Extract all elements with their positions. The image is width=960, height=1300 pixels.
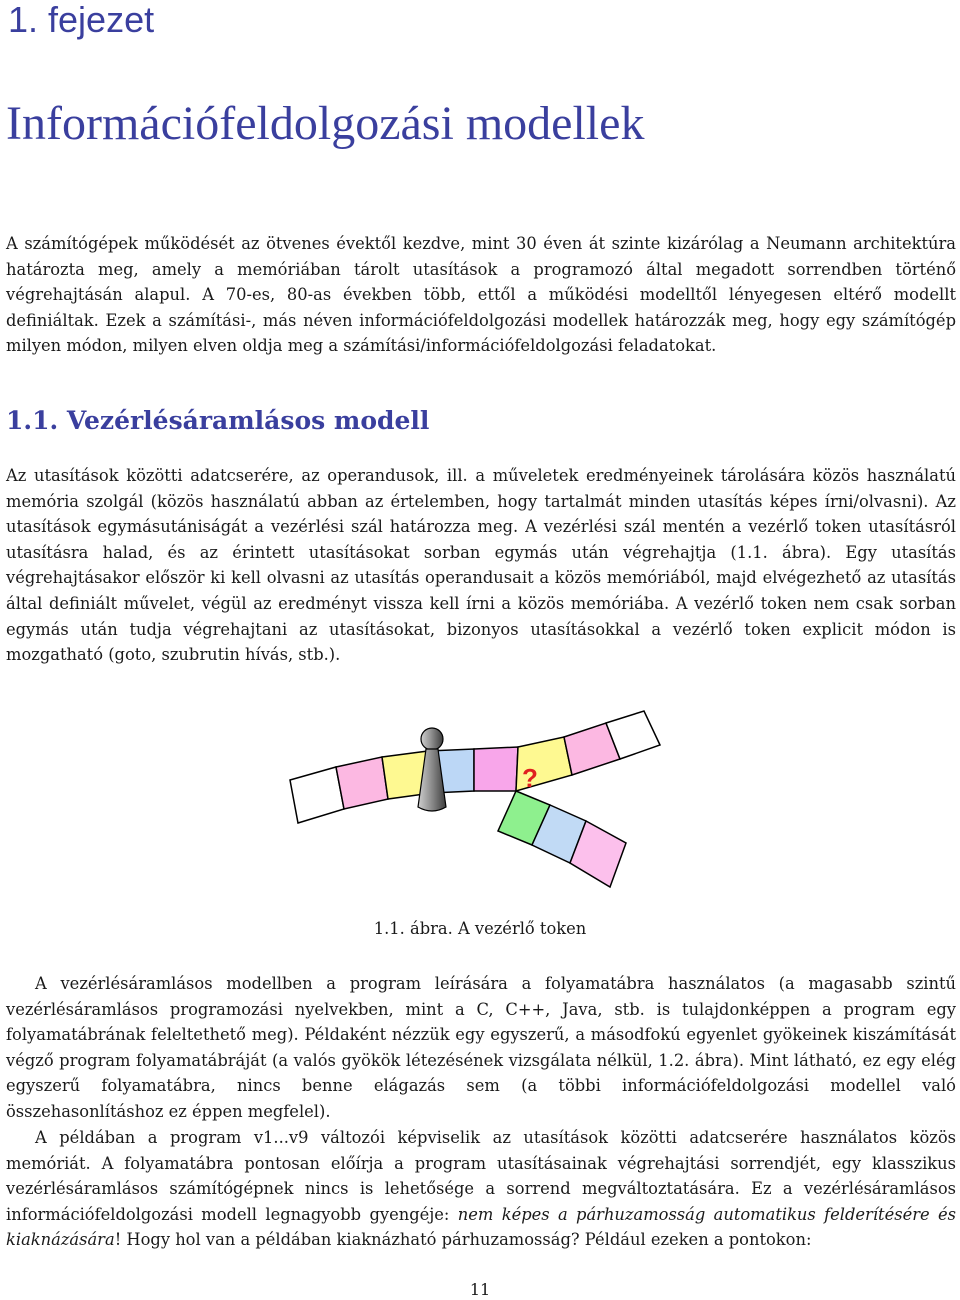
control-token-diagram (250, 705, 730, 915)
strip-cell (336, 757, 388, 809)
section-paragraph-3 (6, 1125, 956, 1253)
branch-question-mark: ? (522, 763, 538, 793)
section-paragraph-1: Az utasítások közötti adatcserére, az operandusok, ill. a műveletek eredményeinek tárolására közös használatú memória szolgál (közös használatú abban az értelemben, hogy tartalmát minden utasítás képes írni/olvasni). Az utasítások egymásutániságát a vezérlési szál határozza meg. A vezérlési szál mentén a vezérlő token utasításról utasításra halad, és az érintett utasításokat sorban egymás után végrehajtja (1.1. ábra). Egy utasítás végrehajtásakor először ki kell olvasni az utasítás operandusait a közös memóriából, majd elvégezhető az utasítás által definiált művelet, végül az eredményt vissza kell írni a közös memóriába. A vezérlő token nem csak sorban egymás után tudja végrehajtani az utasításokat, bizonyos utasításokkal a vezérlő token explicit módon is mozgatható (goto, szubrutin hívás, stb.). (6, 466, 956, 665)
strip-cell (474, 747, 518, 791)
paragraph-3-emphasis: nem képes a párhuzamosság automatikus felderítésére és kiaknázására (6, 1204, 956, 1250)
intro-paragraph: A számítógépek működését az ötvenes évektől kezdve, mint 30 éven át szinte kizárólag a Neumann architektúra határozta meg, amely a memóriában tárolt utasítások a programozó által megadott sorrendben történő végrehajtásán alapul. A 70-es, 80-as években több, ettől a működési modelltől lényegesen eltérő modellt definiáltak. Ezek a számítási-, más néven információfeldolgozási modellek határozzák meg, hogy egy számítógép milyen módon, milyen elven oldja meg a számítási/információfeldolgozási feladatokat. (6, 234, 956, 356)
paragraph-3-end: ! Hogy hol van a példában kiaknázható párhuzamosság? Például ezeken a pontokon: (114, 1230, 812, 1250)
page-number: 11 (469, 1280, 491, 1299)
strip-cell (290, 767, 344, 823)
paragraph-3-start: A példában a program v1...v9 változói képviselik az utasítások közötti adatcserére használatos közös memóriát. A folyamatábra pontosan előírja a program utasításainak végrehajtási sorrendjét, egy klasszikus vezérlésáramlásos számítógépnek nincs is lehetősége a sorrend megváltoztatására. Ez a vezérlésáramlásos információfeldolgozási modell legnagyobb gyengéje: (6, 1128, 956, 1224)
section-paragraph-2: A vezérlésáramlásos modellben a program leírására a folyamatábra használatos (a magasabb szintű vezérlésáramlásos programozási nyelvekben, mint a C, C++, Java, stb. is tulajdonképpen a program egy folyamatábrának feleltethető meg). Példaként nézzük egy egyszerű, a másodfokú egyenlet gyökeinek kiszámítását végző program folyamatábráját (a valós gyökök létezésének vizsgálata nélkül, 1.2. ábra). Mint látható, ez egy elég egyszerű folyamatábra, nincs benne elágazás sem (a többi információfeldolgozási modellel való összehasonlításhoz ez éppen megfelel). (6, 974, 956, 1121)
chapter-label: 1. fejezet (8, 0, 155, 40)
chapter-title: Információfeldolgozási modellek (6, 97, 645, 150)
section-title: 1.1. Vezérlésáramlásos modell (6, 406, 430, 435)
control-token-figure (250, 705, 730, 915)
figure-caption: 1.1. ábra. A vezérlő token (373, 919, 587, 938)
